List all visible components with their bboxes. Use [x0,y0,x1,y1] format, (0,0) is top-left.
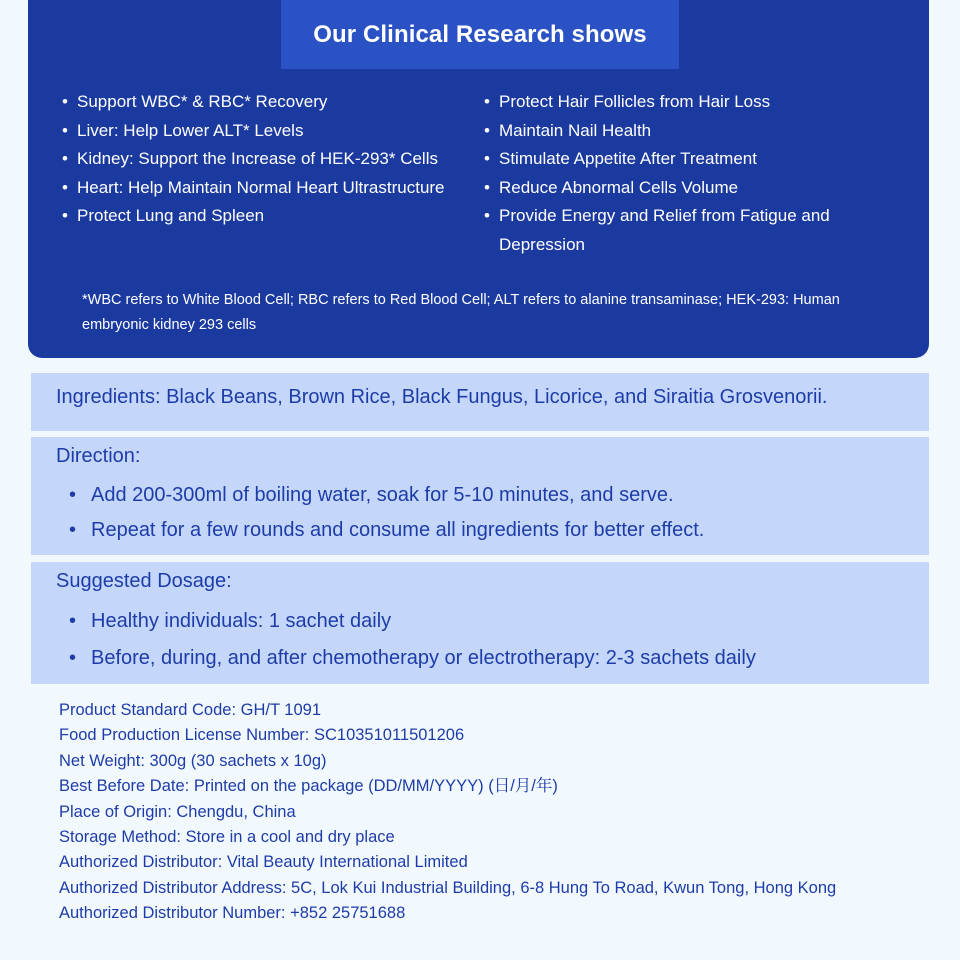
distributor-number: Authorized Distributor Number: +852 25751688 [59,904,406,923]
bullet-icon: • [62,120,68,140]
benefit-text: Provide Energy and Relief from Fatigue and Depression [499,206,830,254]
benefit-item [62,145,496,174]
bullet-icon: • [484,120,490,140]
benefit-item [484,88,898,117]
dosage-heading: Suggested Dosage: [56,570,232,592]
direction-text: Repeat for a few rounds and consume all ingredients for better effect. [91,519,705,541]
dosage-text: Healthy individuals: 1 sachet daily [91,610,392,632]
best-before-date: Best Before Date: Printed on the package (DD/MM/YYYY) (日/月/年) [59,777,558,796]
dosage-list [69,603,756,677]
net-weight: Net Weight: 300g (30 sachets x 10g) [59,751,327,770]
direction-text: Add 200-300ml of boiling water, soak for 5-10 minutes, and serve. [91,484,674,506]
product-standard-code: Product Standard Code: GH/T 1091 [59,701,322,719]
benefit-item [62,117,496,146]
dosage-item [69,603,756,640]
benefit-item [484,202,898,259]
benefit-item [484,145,898,174]
benefit-text: Maintain Nail Health [499,120,652,140]
benefit-item [484,117,898,146]
bullet-icon: • [484,92,490,111]
benefits-list-left [62,88,496,231]
bullet-icon: • [484,177,490,197]
benefit-text: Stimulate Appetite After Treatment [499,149,757,168]
bullet-icon: • [62,177,68,197]
bullet-icon: • [484,149,490,168]
benefit-text: Heart: Help Maintain Normal Heart Ultrastructure [77,177,445,197]
benefits-list-right [484,88,898,259]
direction-item [69,513,705,548]
direction-item [69,478,704,513]
bullet-icon: • [69,519,77,541]
benefit-item [62,174,496,203]
abbreviation-footnote: *WBC refers to White Blood Cell; RBC refers to Red Blood Cell; ALT refers to alanine transaminase; HEK-293: Human embryonic kidney 293 cells [82,292,840,333]
clinical-research-panel [28,0,929,358]
distributor-address: Authorized Distributor Address: 5C, Lok Kui Industrial Building, 6-8 Hung To Road, Kwun Tong, Hong Kong [59,878,837,897]
direction-list [69,478,705,548]
ingredients-text: Ingredients: Black Beans, Brown Rice, Black Fungus, Licorice, and Siraitia Grosvenorii. [56,386,828,408]
benefit-text: Reduce Abnormal Cells Volume [499,177,739,197]
bullet-icon: • [69,647,77,669]
product-info-list [59,698,939,927]
benefit-text: Support WBC* & RBC* Recovery [77,92,328,111]
bullet-icon: • [62,149,68,168]
research-title-box [281,0,679,69]
direction-box [31,437,929,555]
bullet-icon: • [62,206,68,225]
benefit-text: Protect Hair Follicles from Hair Loss [499,92,771,111]
authorized-distributor: Authorized Distributor: Vital Beauty International Limited [59,853,468,872]
dosage-box [31,562,929,684]
benefit-text: Kidney: Support the Increase of HEK-293* Cells [77,149,438,168]
benefit-text: Protect Lung and Spleen [77,206,265,225]
storage-method: Storage Method: Store in a cool and dry place [59,828,395,847]
benefit-text: Liver: Help Lower ALT* Levels [77,120,304,140]
bullet-icon: • [484,206,490,225]
bullet-icon: • [69,610,77,632]
ingredients-box [31,373,929,431]
food-license-number: Food Production License Number: SC10351011501206 [59,726,465,745]
bullet-icon: • [69,484,77,506]
dosage-item [69,640,756,677]
place-of-origin: Place of Origin: Chengdu, China [59,802,296,821]
benefit-item [484,174,898,203]
research-title: Our Clinical Research shows [313,20,647,48]
direction-heading: Direction: [56,445,141,467]
benefit-item [62,88,496,117]
bullet-icon: • [62,92,68,111]
benefit-item [62,202,496,231]
dosage-text: Before, during, and after chemotherapy or electrotherapy: 2-3 sachets daily [91,647,756,669]
